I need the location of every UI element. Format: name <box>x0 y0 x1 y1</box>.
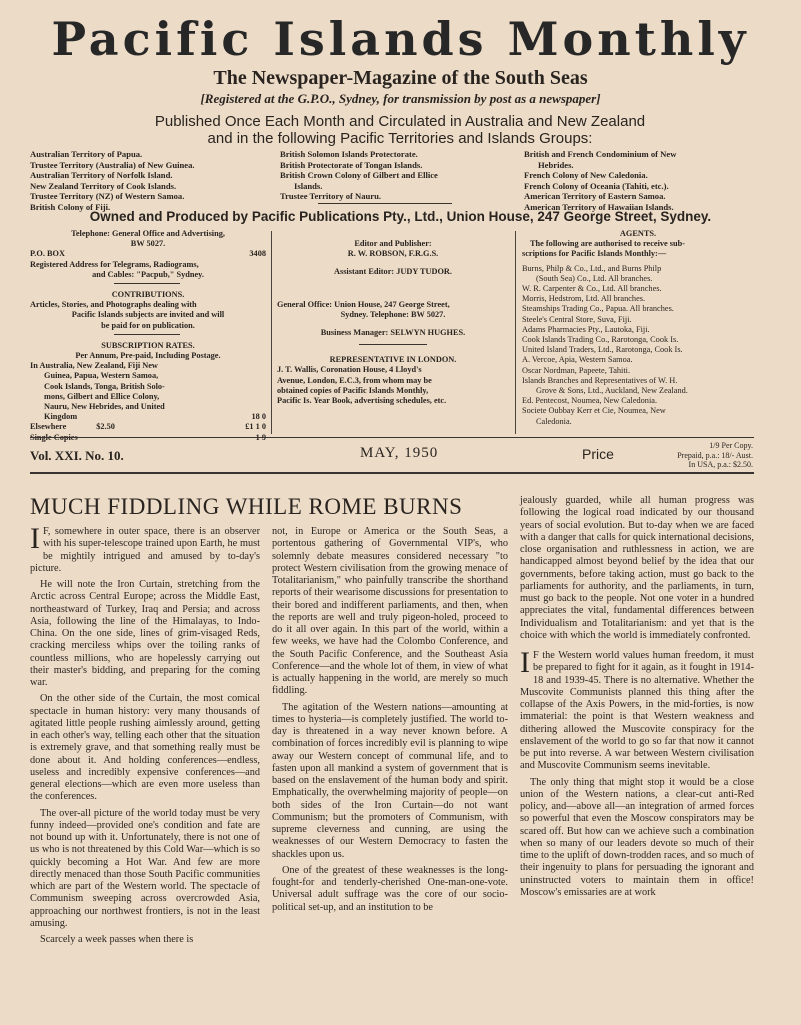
po-box-label: P.O. BOX <box>30 249 65 259</box>
issue-bar-bottom-rule <box>30 472 754 474</box>
territory-item: Trustee Territory (NZ) of Western Samoa. <box>30 191 185 201</box>
rate-value: £1 1 0 <box>245 422 266 432</box>
subscription-line: Guinea, Papua, Western Samoa, <box>44 371 159 381</box>
london-rep-line: J. T. Wallis, Coronation House, 4 Lloyd's <box>277 365 422 375</box>
agent-item: Islands Branches and Representatives of W. H. <box>522 375 678 385</box>
agent-item: Grove & Sons, Ltd., Auckland, New Zealand. <box>536 386 688 396</box>
office-info-column <box>30 229 266 443</box>
drop-cap: I <box>30 522 40 555</box>
territory-item: Trustee Territory (Australia) of New Guinea. <box>30 159 195 170</box>
agent-item: Steamships Trading Co., Papua. All branches. <box>522 304 674 314</box>
price-line: Prepaid, p.a.: 18/- Aust. <box>677 450 753 460</box>
subscription-line: Cook Islands, Tonga, British Solo- <box>44 381 165 391</box>
agent-item: Burns, Philp & Co., Ltd., and Burns Philp <box>522 263 662 273</box>
contributions-line: be paid for on publication. <box>101 320 195 330</box>
territory-item: Trustee Territory of Nauru. <box>280 191 382 201</box>
contributions-line: Articles, Stories, and Photographs dealing with <box>30 300 197 310</box>
agents-intro: scriptions for Pacific Islands Monthly:— <box>522 249 667 259</box>
territory-item: Hebrides. <box>538 159 574 170</box>
agent-item: Societe Oubbay Kerr et Cie, Noumea, New <box>522 406 666 416</box>
rate-label: Elsewhere <box>30 422 67 432</box>
price-details <box>627 441 753 470</box>
contributions-heading: CONTRIBUTIONS. <box>111 290 185 300</box>
telephone-number: BW 5027. <box>130 239 166 249</box>
publication-statement <box>60 113 740 147</box>
general-office-line: Sydney. Telephone: BW 5027. <box>340 309 446 319</box>
territory-item: British Colony of Fiji. <box>30 201 111 212</box>
po-box-row <box>30 249 266 259</box>
article-column-3 <box>520 495 754 899</box>
article-paragraph: He will note the Iron Curtain, stretching from the Arctic across Central Europe; across the Middle East, northeastward of Turkey, Iraq and Persia; and across Asia, following the line of the Himalayas, to Indo-China. On the one side, lines of grim-visaged Reds, cracking merciless whips over the toiling ranks of countless millions, who are hopelessly carrying out their master's bidding, and preparing for the coming war. <box>30 579 260 688</box>
rate-value: 18 0 <box>251 412 266 422</box>
agent-item: Caledonia. <box>536 416 572 426</box>
business-manager: Business Manager: SELWYN HUGHES. <box>320 328 466 338</box>
divider <box>318 203 452 204</box>
elsewhere-rate-row <box>30 422 266 432</box>
price-line: In USA, p.a.: $2.50. <box>688 460 753 469</box>
territory-item: British and French Condominium of New <box>524 149 677 159</box>
territory-item: British Protectorate of Tongan Islands. <box>280 159 423 170</box>
ownership-line: Owned and Produced by Pacific Publications Pty., Ltd., Union House, 247 George Street, Sydney. <box>89 209 712 224</box>
subscription-heading: SUBSCRIPTION RATES. <box>101 340 195 350</box>
article-paragraph: not, in Europe or America or the South Seas, a portentous gathering of Governmental VIP's, who solemnly debate measures considered necessary "to protect Western civilisation from the growing menace of Totalitarianism," who painfully transcribe the shorthand reports of their wearisome discussions for presentation to their bored and indifferent parliaments, and then, when the reports are well and truly pigeon-holed, proceed to do it all over again. In this part of the world, within a few weeks, we have had the Colombo Conference, and the South Pacific Conference, and the Southeast Asia Conference—and the whole lot of them, in view of what is actually happening in the world, are merely so much fiddling. <box>272 526 508 697</box>
issue-bar-top-rule <box>30 437 754 438</box>
masthead <box>0 14 801 108</box>
agent-item: Steele's Central Store, Suva, Fiji. <box>522 314 632 324</box>
magazine-subtitle: The Newspaper-Magazine of the South Seas <box>213 67 588 89</box>
territory-item: French Colony of New Caledonia. <box>524 170 648 180</box>
agent-item: Adams Pharmacies Pty., Lautoka, Fiji. <box>522 324 650 334</box>
price-label: Price <box>582 446 614 462</box>
magazine-title: Pacific Islands Monthly <box>51 12 750 66</box>
london-rep-line: obtained copies of Pacific Islands Monthly, <box>277 385 429 395</box>
territories-column-3 <box>524 149 754 212</box>
agent-item: (South Sea) Co., Ltd. All branches. <box>536 273 653 283</box>
reg-address-line: and Cables: "Pacpub," Sydney. <box>92 269 204 279</box>
territory-item: British Crown Colony of Gilbert and Ellice <box>280 170 438 180</box>
agent-item: United Island Traders, Ltd., Rarotonga, Cook Is. <box>522 345 683 355</box>
territory-item: British Solomon Islands Protectorate. <box>280 149 418 159</box>
territories-column-1 <box>30 149 270 212</box>
article-paragraph: On the other side of the Curtain, the most comical spectacle in human history: very many thousands of agitated little people rushing aimlessly around, getting in each other's way, telling each other that the situation is extremely grave, and that something really must be done about it. And holding conferences—endless, useless and incredibly expensive conferences—and general elections—which are even more useless than the conferences. <box>30 693 260 803</box>
price-line: 1/9 Per Copy. <box>709 441 753 450</box>
registration-note: [Registered at the G.P.O., Sydney, for transmission by post as a newspaper] <box>200 91 601 106</box>
agent-item: Cook Islands Trading Co., Rarotonga, Cook Is. <box>522 335 679 345</box>
territories-column-2 <box>280 149 510 202</box>
published-line-1: Published Once Each Month and Circulated in Australia and New Zealand <box>154 113 646 130</box>
assistant-editor: Assistant Editor: JUDY TUDOR. <box>333 267 452 277</box>
agents-intro: The following are authorised to receive sub- <box>530 239 686 249</box>
agent-item: Morris, Hedstrom, Ltd. All branches. <box>522 294 646 304</box>
agent-item: Ed. Pentecost, Noumea, New Caledonia. <box>522 396 658 406</box>
contributions-line: Pacific Islands subjects are invited and will <box>71 310 225 320</box>
po-box-value: 3408 <box>249 249 266 259</box>
general-office-line: General Office: Union House, 247 George Street, <box>277 299 450 309</box>
agents-heading: AGENTS. <box>619 229 657 238</box>
editor-name: R. W. ROBSON, F.R.G.S. <box>347 249 439 259</box>
london-rep-heading: REPRESENTATIVE IN LONDON. <box>329 355 457 365</box>
territory-item: Islands. <box>294 180 323 191</box>
issue-date: MAY, 1950 <box>360 445 439 461</box>
subscription-line: Nauru, New Hebrides, and United <box>44 402 165 412</box>
editor-heading: Editor and Publisher: <box>354 239 432 248</box>
reg-address-line: Registered Address for Telegrams, Radiograms, <box>30 259 199 269</box>
territory-item: French Colony of Oceania (Tahiti, etc.). <box>524 180 669 191</box>
article-paragraph: I F, somewhere in outer space, there is an observer with his super-telescope trained upon Earth, he must be mightily intrigued and amused by to-day's picture. <box>30 522 260 574</box>
territory-item: New Zealand Territory of Cook Islands. <box>30 180 177 191</box>
territory-item: Australian Territory of Norfolk Island. <box>30 170 173 180</box>
article-paragraph: One of the greatest of these weaknesses is the long-fought-for and tenderly-cherished One-man-one-vote. Universal adult suffrage was the core of our socio-political set-up, and an institution to be <box>272 864 508 913</box>
article-paragraph: The only thing that might stop it would be a close union of the Western nations, a clear-cut anti-Red policy, and—above all—an integration of armed forces so powerful that even the Moscow conspirators may be scared off. But how can we achieve such a combination when so many of our leaders devote so much of their time to the uplift of down-trodden races, and so much of their ingenuity to plans for persuading the ignorant and uninstructed voters to maintain them in office! Moscow's emissaries are at work <box>520 776 754 898</box>
london-rep-line: Avenue, London, E.C.3, from whom may be <box>277 375 432 385</box>
rate-label: Kingdom <box>44 412 78 422</box>
divider <box>114 334 180 335</box>
agents-column <box>522 229 754 427</box>
london-rep-line: Pacific Is. Year Book, advertising schedules, etc. <box>277 396 447 406</box>
subscription-line: In Australia, New Zealand, Fiji New <box>30 361 158 371</box>
subscription-subheading: Per Annum, Pre-paid, Including Postage. <box>75 351 221 361</box>
published-line-2: and in the following Pacific Territories and Islands Groups: <box>207 130 593 147</box>
editorial-info-column <box>277 229 509 406</box>
subscription-line: mons, Gilbert and Ellice Colony, <box>44 391 160 401</box>
telephone-line: Telephone: General Office and Advertising, <box>71 229 225 238</box>
article-column-2 <box>272 526 508 914</box>
article-paragraph: jealously guarded, while all human progress was following the logical road indicated by our thousand years of social evolution. But to-day when we are faced with a danger that calls for quick international decisions, close organisation and ruthlessness in action, we are handicapped almost beyond belief by the idea that our governments, before taking action, must go back to the parliaments for authority, and the parliaments, in turn, must go back to the people. Not one voter in a hundred appreciates the vital, fundamental differences between Individualism and Totalitarianism: and yet that is the choice with which the world is immediately confronted. <box>520 495 754 641</box>
drop-cap: I <box>520 646 530 679</box>
subscription-rate-row <box>30 412 266 422</box>
article-paragraph: The agitation of the Western nations—amounting at times to hysteria—is completely justified. The world to-day is threatened in a way never known before. A combination of forces incredibly evil is planning to wipe away our Western concept of communal life, and to fasten upon all mankind a system of government that is based on the enslavement of the human body and spirit. Emphatically, the overwhelming majority of people—on both sides of the Iron Curtain—do not want Communism; but the promoters of Communism, with supreme cleverness and cunning, are using the weaknesses of our Western Democracy to fasten the shackles upon us. <box>272 701 508 860</box>
agent-item: Oscar Nordman, Papeete, Tahiti. <box>522 365 631 375</box>
agent-item: W. R. Carpenter & Co., Ltd. All branches. <box>522 284 662 294</box>
divider <box>114 283 180 284</box>
territory-item: American Territory of Hawaiian Islands. <box>524 201 674 212</box>
article-paragraph: The over-all picture of the world today must be very funny indeed—provided one's condition and fate are not bound up with it. Unfortunately, there is not one of us who is not threatened by this Cold War—which is so quickly becoming a Hot War. And few are more directly menaced than those South Pacific communities which are part of the Western world. The spectacle of Communism sweeping across overcrowded Asia, approaching our northwest frontiers, is not in the least amusing. <box>30 807 260 929</box>
territory-item: Australian Territory of Papua. <box>30 149 143 159</box>
volume-number: Vol. XXI. No. 10. <box>30 448 124 463</box>
rate-usd: $2.50 <box>96 422 115 432</box>
article-paragraph: Scarcely a week passes when there is <box>40 934 194 945</box>
divider <box>359 344 427 345</box>
territory-item: American Territory of Eastern Samoa. <box>524 191 666 201</box>
agent-item: A. Vercoe, Apia, Western Samoa. <box>522 355 633 365</box>
article-column-1 <box>30 522 260 946</box>
article-headline: MUCH FIDDLING WHILE ROME BURNS <box>30 494 463 519</box>
article-paragraph: I F the Western world values human freedom, it must be prepared to fight for it again, as it fought in 1914-18 and 1939-45. There is no alternative. Whether the Muscovite Communists planned this thing after the collapse of the Axis Powers, in the mid-forties, is now immaterial: the point is that Western weakness and dithering allowed the Muscovite conspiracy for the enslavement of the world to go so far that now it cannot be put into reverse. A war between Western civilisation and Muscovite Communism seems inevitable. <box>520 646 754 772</box>
column-divider <box>515 231 516 434</box>
column-divider <box>271 231 272 434</box>
